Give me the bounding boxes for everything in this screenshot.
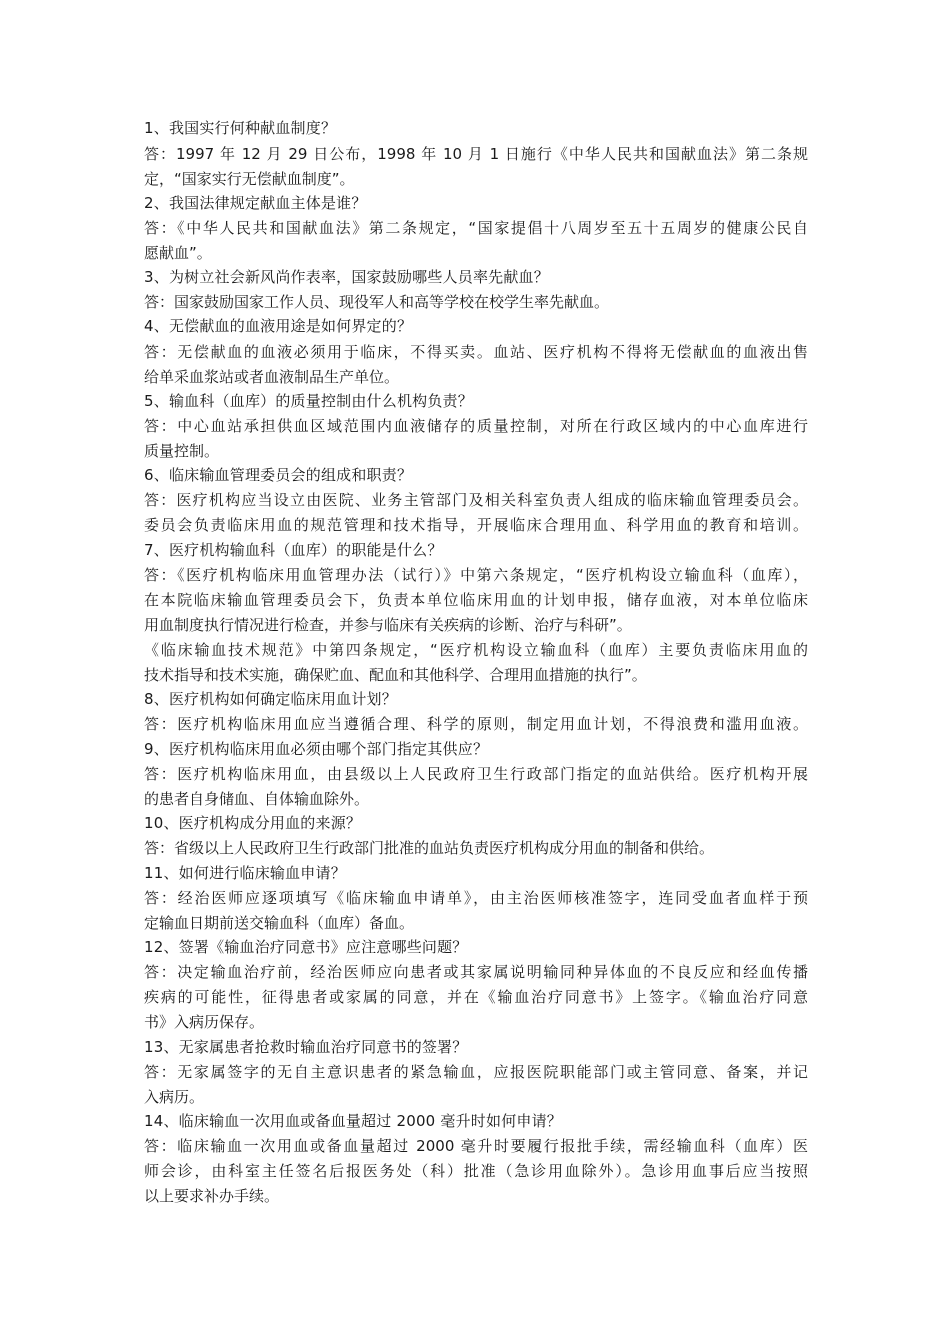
question-14: 14、临床输血一次用血或备血量超过 2000 毫升时如何申请？ <box>144 1112 562 1130</box>
answer-7-line-1: 答：《医疗机构临床用血管理办法（试行）》中第六条规定，“医疗机构设立输血科（血库）， <box>144 566 808 584</box>
question-8: 8、医疗机构如何确定临床用血计划？ <box>144 690 397 708</box>
question-9: 9、医疗机构临床用血必须由哪个部门指定其供应？ <box>144 740 489 758</box>
answer-12-line-2: 疾病的可能性，征得患者或家属的同意，并在《输血治疗同意书》上签字。《输血治疗同意 <box>144 988 808 1006</box>
answer-10-line-1: 答：省级以上人民政府卫生行政部门批准的血站负责医疗机构成分用血的制备和供给。 <box>144 839 715 857</box>
question-2: 2、我国法律规定献血主体是谁？ <box>144 194 367 212</box>
answer-5-line-2: 质量控制。 <box>144 442 220 460</box>
answer-11-line-1: 答：经治医师应逐项填写《临床输血申请单》，由主治医师核准签字，连同受血者血样于预 <box>144 889 808 907</box>
question-3: 3、为树立社会新风尚作表率，国家鼓励哪些人员率先献血？ <box>144 268 549 286</box>
answer-5-line-1: 答：中心血站承担供血区域范围内血液储存的质量控制，对所在行政区域内的中心血库进行 <box>144 417 808 435</box>
question-11: 11、如何进行临床输血申请？ <box>144 864 346 882</box>
answer-11-line-2: 定输血日期前送交输血科（血库）备血。 <box>144 914 415 932</box>
answer-12-line-3: 书》入病历保存。 <box>144 1013 265 1031</box>
answer-2-line-1: 答：《中华人民共和国献血法》第二条规定，“国家提倡十八周岁至五十五周岁的健康公民自 <box>144 219 808 237</box>
answer-7-line-3: 用血制度执行情况进行检查，并参与临床有关疾病的诊断、治疗与科研”。 <box>144 616 632 634</box>
answer-4-line-1: 答：无偿献血的血液必须用于临床，不得买卖。血站、医疗机构不得将无偿献血的血液出售 <box>144 343 808 361</box>
answer-1-line-1: 答：1997 年 12 月 29 日公布，1998 年 10 月 1 日施行《中华人民共和国献血法》第二条规 <box>144 145 808 163</box>
answer-7-line-4: 《临床输血技术规范》中第四条规定，“医疗机构设立输血科（血库）主要负责临床用血的 <box>144 641 808 659</box>
question-12: 12、签署《输血治疗同意书》应注意哪些问题？ <box>144 938 468 956</box>
answer-13-line-2: 入病历。 <box>144 1088 205 1106</box>
answer-2-line-2: 愿献血”。 <box>144 244 212 262</box>
answer-8-line-1: 答：医疗机构临床用血应当遵循合理、科学的原则，制定用血计划，不得浪费和滥用血液。 <box>144 715 808 733</box>
answer-13-line-1: 答：无家属签字的无自主意识患者的紧急输血，应报医院职能部门或主管同意、备案，并记 <box>144 1063 808 1081</box>
question-7: 7、医疗机构输血科（血库）的职能是什么？ <box>144 541 443 559</box>
answer-6-line-1: 答：医疗机构应当设立由医院、业务主管部门及相关科室负责人组成的临床输血管理委员会。 <box>144 491 808 509</box>
answer-7-line-2: 在本院临床输血管理委员会下，负责本单位临床用血的计划申报，储存血液，对本单位临床 <box>144 591 808 609</box>
answer-14-line-2: 师会诊，由科室主任签名后报医务处（科）批准（急诊用血除外）。急诊用血事后应当按照 <box>144 1162 808 1180</box>
answer-12-line-1: 答：决定输血治疗前，经治医师应向患者或其家属说明输同种异体血的不良反应和经血传播 <box>144 963 808 981</box>
question-6: 6、临床输血管理委员会的组成和职责？ <box>144 466 413 484</box>
answer-14-line-1: 答：临床输血一次用血或备血量超过 2000 毫升时要履行报批手续，需经输血科（血库）医 <box>144 1137 808 1155</box>
question-5: 5、输血科（血库）的质量控制由什么机构负责？ <box>144 392 473 410</box>
answer-4-line-2: 给单采血浆站或者血液制品生产单位。 <box>144 368 400 386</box>
question-13: 13、无家属患者抢救时输血治疗同意书的签署？ <box>144 1038 468 1056</box>
answer-6-line-2: 委员会负责临床用血的规范管理和技术指导，开展临床合理用血、科学用血的教育和培训。 <box>144 516 808 534</box>
answer-3-line-1: 答：国家鼓励国家工作人员、现役军人和高等学校在校学生率先献血。 <box>144 293 610 311</box>
question-10: 10、医疗机构成分用血的来源？ <box>144 814 362 832</box>
answer-9-line-2: 的患者自身储血、自体输血除外。 <box>144 790 370 808</box>
answer-14-line-3: 以上要求补办手续。 <box>144 1187 280 1205</box>
answer-1-line-2: 定，“国家实行无偿献血制度”。 <box>144 170 355 188</box>
question-4: 4、无偿献血的血液用途是如何界定的？ <box>144 317 413 335</box>
answer-7-line-5: 技术指导和技术实施，确保贮血、配血和其他科学、合理用血措施的执行”。 <box>144 666 647 684</box>
question-1: 1、我国实行何种献血制度？ <box>144 119 337 137</box>
answer-9-line-1: 答：医疗机构临床用血，由县级以上人民政府卫生行政部门指定的血站供给。医疗机构开展 <box>144 765 808 783</box>
